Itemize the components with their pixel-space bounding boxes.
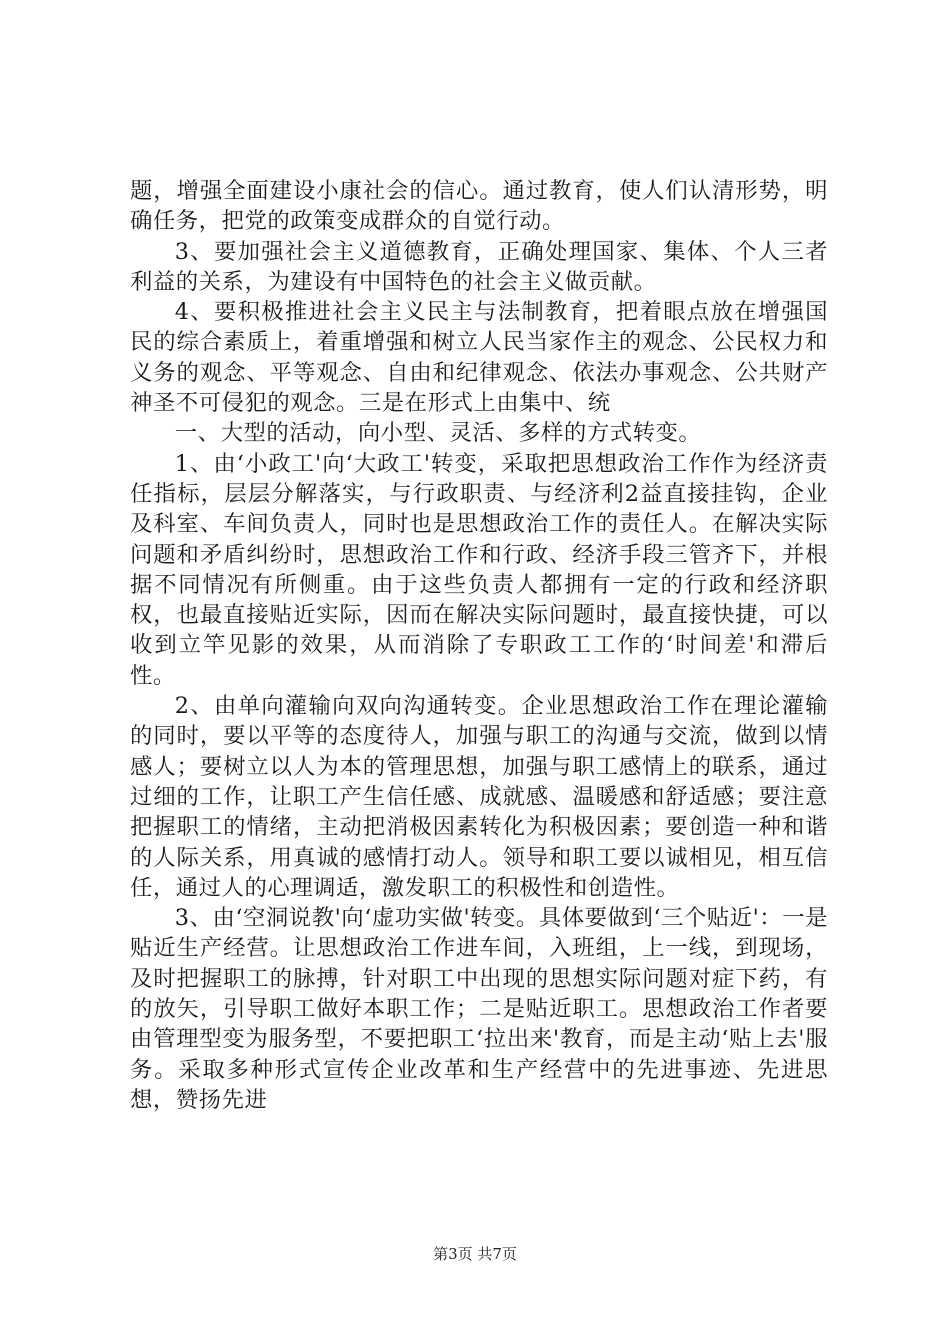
paragraph-4: 一、大型的活动，向小型、灵活、多样的方式转变。 bbox=[174, 420, 702, 447]
page-number-label: 第3页 共7页 bbox=[433, 1245, 517, 1263]
page-footer bbox=[0, 1244, 950, 1264]
paragraph-1: 题，增强全面建设小康社会的信心。通过教育，使人们认清形势，明确任务，把党的政策变成群众的自觉行动。 bbox=[130, 178, 828, 235]
body-text bbox=[130, 176, 828, 1115]
paragraph-6: 2、由单向灌输向双向沟通转变。企业思想政治工作在理论灌输的同时，要以平等的态度待人，加强与职工的沟通与交流，做到以情感人；要树立以人为本的管理思想，加强与职工感情上的联系，通过过细的工作，让职工产生信任感、成就感、温暖感和舒适感；要注意把握职工的情绪，主动把消极因素转化为积极因素；要创造一种和谐的人际关系，用真诚的感情打动人。领导和职工要以诚相见，相互信任，通过人的心理调适，激发职工的积极性和创造性。 bbox=[130, 693, 828, 901]
paragraph-5: 1、由‘小政工'向‘大政工'转变，采取把思想政治工作作为经济责任指标，层层分解落实，与行政职责、与经济利2益直接挂钩，企业及科室、车间负责人，同时也是思想政治工作的责任人。在解决实际问题和矛盾纠纷时，思想政治工作和行政、经济手段三管齐下，并根据不同情况有所侧重。由于这些负责人都拥有一定的行政和经济职权，也最直接贴近实际，因而在解决实际问题时，最直接快捷，可以收到立竿见影的效果，从而消除了专职政工工作的‘时间差'和滞后性。 bbox=[130, 450, 828, 689]
paragraph-7: 3、由‘空洞说教'向‘虚功实做'转变。具体要做到‘三个贴近'：一是贴近生产经营。让思想政治工作进车间，入班组，上一线，到现场，及时把握职工的脉搏，针对职工中出现的思想实际问题对症下药，有的放矢，引导职工做好本职工作；二是贴近职工。思想政治工作者要由管理型变为服务型，不要把职工‘拉出来'教育，而是主动‘贴上去'服务。采取多种形式宣传企业改革和生产经营中的先进事迹、先进思想，赞扬先进 bbox=[130, 905, 828, 1113]
paragraph-2: 3、要加强社会主义道德教育，正确处理国家、集体、个人三者利益的关系，为建设有中国特色的社会主义做贡献。 bbox=[130, 238, 828, 295]
paragraph-3: 4、要积极推进社会主义民主与法制教育，把着眼点放在增强国民的综合素质上，着重增强和树立人民当家作主的观念、公民权力和义务的观念、平等观念、自由和纪律观念、依法办事观念、公共财产神圣不可侵犯的观念。三是在形式上由集中、统 bbox=[130, 299, 828, 417]
